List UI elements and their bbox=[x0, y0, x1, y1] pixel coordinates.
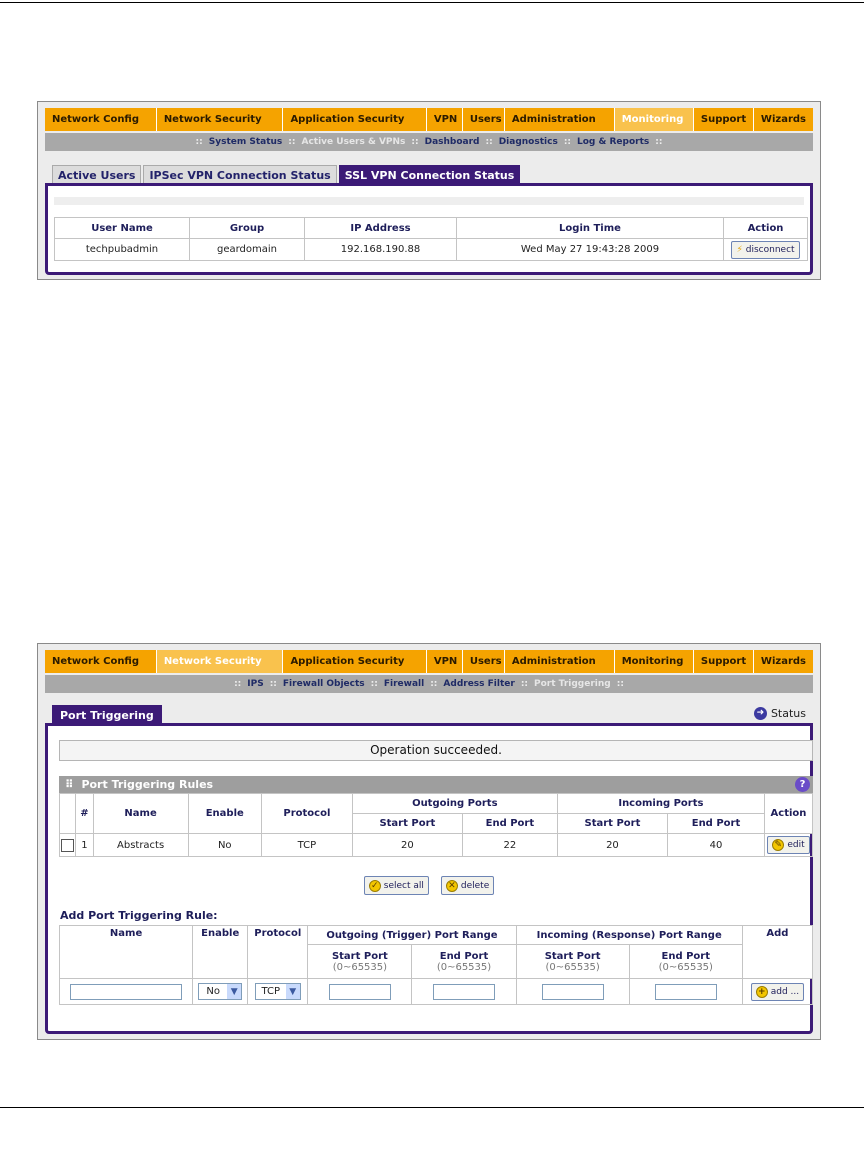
in-start-input[interactable] bbox=[542, 984, 604, 1000]
cell-name: Abstracts bbox=[93, 834, 188, 857]
col-add-add: Add bbox=[742, 926, 812, 979]
help-icon[interactable]: ? bbox=[795, 777, 810, 792]
col-action: Action bbox=[724, 218, 808, 239]
nav-network-security[interactable]: Network Security bbox=[157, 650, 284, 673]
nav-network-config[interactable]: Network Config bbox=[45, 108, 157, 131]
name-input[interactable] bbox=[70, 984, 182, 1000]
col-group: Group bbox=[190, 218, 305, 239]
cell-add-out-start bbox=[308, 979, 412, 1005]
tab-port-triggering[interactable]: Port Triggering bbox=[52, 705, 162, 724]
col-add-out-end bbox=[412, 945, 516, 979]
message-box bbox=[59, 740, 813, 761]
col-ip-address: IP Address bbox=[305, 218, 457, 239]
bottom-rule bbox=[0, 1107, 864, 1108]
port-triggering-screenshot bbox=[37, 643, 821, 1040]
nav-monitoring[interactable]: Monitoring bbox=[615, 108, 694, 131]
cell-action bbox=[724, 239, 808, 261]
subnav-port-triggering[interactable]: Port Triggering bbox=[534, 679, 611, 689]
cell-action bbox=[764, 834, 812, 857]
cell-number: 1 bbox=[76, 834, 93, 857]
subnav-dashboard[interactable]: Dashboard bbox=[424, 137, 480, 147]
plus-circle-icon: + bbox=[756, 986, 768, 998]
panel-header-strip bbox=[54, 197, 804, 205]
table-header-row bbox=[55, 218, 808, 239]
add-rule-table bbox=[59, 925, 813, 1005]
subnav-active-users-vpns[interactable]: Active Users & VPNs bbox=[301, 137, 406, 147]
tab-active-users[interactable]: Active Users bbox=[52, 165, 141, 184]
col-select bbox=[60, 794, 76, 834]
cell-add-name bbox=[60, 979, 193, 1005]
cell-out-end: 22 bbox=[462, 834, 557, 857]
x-circle-icon: ✕ bbox=[446, 880, 458, 892]
col-user-name: User Name bbox=[55, 218, 190, 239]
nav-wizards[interactable]: Wizards bbox=[760, 656, 806, 667]
delete-button[interactable] bbox=[441, 876, 494, 895]
in-end-range: (0~65535) bbox=[658, 961, 713, 973]
out-start-label: Start Port bbox=[331, 950, 388, 962]
nav-monitoring[interactable]: Monitoring bbox=[615, 650, 694, 673]
tab-bar bbox=[52, 165, 522, 184]
main-nav bbox=[45, 650, 813, 673]
protocol-select[interactable] bbox=[255, 983, 301, 1000]
bulk-actions bbox=[48, 876, 810, 895]
top-rule bbox=[0, 2, 864, 3]
nav-administration[interactable]: Administration bbox=[505, 650, 615, 673]
chevron-down-icon: ▼ bbox=[227, 984, 241, 999]
subnav-log-reports[interactable]: Log & Reports bbox=[577, 137, 650, 147]
ssl-vpn-status-screenshot bbox=[37, 101, 821, 280]
col-add-name: Name bbox=[60, 926, 193, 979]
subnav-diagnostics[interactable]: Diagnostics bbox=[498, 137, 558, 147]
delete-label: delete bbox=[460, 880, 490, 891]
cell-add-action bbox=[742, 979, 812, 1005]
col-incoming-ports: Incoming Ports bbox=[557, 794, 764, 814]
row-checkbox[interactable] bbox=[61, 839, 74, 852]
out-end-label: End Port bbox=[439, 950, 489, 962]
cell-in-start: 20 bbox=[557, 834, 667, 857]
col-add-enable: Enable bbox=[193, 926, 248, 979]
out-start-input[interactable] bbox=[329, 984, 391, 1000]
main-nav bbox=[45, 108, 813, 131]
out-end-input[interactable] bbox=[433, 984, 495, 1000]
add-label: add ... bbox=[770, 986, 800, 997]
nav-application-security[interactable]: Application Security bbox=[283, 108, 426, 131]
nav-application-security[interactable]: Application Security bbox=[283, 650, 426, 673]
grid-dots-icon: ⠿ bbox=[65, 778, 74, 791]
cell-ip-address: 192.168.190.88 bbox=[305, 239, 457, 261]
rules-header-row-1 bbox=[60, 794, 813, 814]
col-outgoing-ports: Outgoing Ports bbox=[352, 794, 557, 814]
col-out-end-port: End Port bbox=[462, 814, 557, 834]
ssl-vpn-panel bbox=[45, 183, 813, 275]
add-button[interactable] bbox=[751, 983, 804, 1001]
add-input-row bbox=[60, 979, 813, 1005]
status-link-label: Status bbox=[770, 707, 806, 720]
disconnect-button[interactable] bbox=[731, 241, 799, 259]
enable-select[interactable] bbox=[198, 983, 242, 1000]
table-row bbox=[60, 834, 813, 857]
cell-add-in-start bbox=[516, 979, 629, 1005]
nav-network-config[interactable]: Network Config bbox=[45, 650, 157, 673]
tab-ssl-vpn-status[interactable]: SSL VPN Connection Status bbox=[339, 165, 521, 184]
cell-add-protocol bbox=[248, 979, 308, 1005]
cell-protocol: TCP bbox=[261, 834, 352, 857]
cell-add-out-end bbox=[412, 979, 516, 1005]
select-all-label: select all bbox=[383, 880, 424, 891]
lightning-icon: ⚡ bbox=[736, 244, 743, 255]
cell-add-in-end bbox=[629, 979, 742, 1005]
check-circle-icon: ✓ bbox=[369, 880, 381, 892]
col-enable: Enable bbox=[188, 794, 261, 834]
col-number: # bbox=[76, 794, 93, 834]
tab-bar bbox=[52, 705, 164, 724]
cell-login-time: Wed May 27 19:43:28 2009 bbox=[457, 239, 724, 261]
col-add-protocol: Protocol bbox=[248, 926, 308, 979]
protocol-select-value: TCP bbox=[261, 986, 281, 997]
subnav-ips[interactable]: IPS bbox=[247, 679, 264, 689]
nav-administration[interactable]: Administration bbox=[505, 108, 615, 131]
col-protocol: Protocol bbox=[261, 794, 352, 834]
rules-section-header bbox=[59, 776, 813, 793]
in-end-input[interactable] bbox=[655, 984, 717, 1000]
cell-user-name: techpubadmin bbox=[55, 239, 190, 261]
col-in-end-port: End Port bbox=[668, 814, 765, 834]
subnav-system-status[interactable]: System Status bbox=[208, 137, 283, 147]
in-start-label: Start Port bbox=[544, 950, 601, 962]
nav-vpn[interactable]: VPN bbox=[427, 108, 463, 131]
nav-wizards[interactable]: Wizards bbox=[760, 114, 806, 125]
success-message: Operation succeeded. bbox=[370, 743, 502, 757]
col-login-time: Login Time bbox=[457, 218, 724, 239]
ssl-connections-table bbox=[54, 217, 808, 261]
tab-ipsec-vpn-status[interactable]: IPSec VPN Connection Status bbox=[143, 165, 336, 184]
port-triggering-rules-table bbox=[59, 793, 813, 857]
enable-select-value: No bbox=[206, 986, 220, 997]
sub-nav: :: IPS :: Firewall Objects :: Firewall :: Address Filter :: Port Triggering :: bbox=[45, 675, 813, 693]
subnav-address-filter[interactable]: Address Filter bbox=[443, 679, 515, 689]
select-all-button[interactable] bbox=[364, 876, 429, 895]
cell-out-start: 20 bbox=[352, 834, 462, 857]
col-add-in-start bbox=[516, 945, 629, 979]
in-end-label: End Port bbox=[661, 950, 711, 962]
nav-network-security[interactable]: Network Security bbox=[157, 108, 284, 131]
in-start-range: (0~65535) bbox=[545, 961, 600, 973]
cell-enable: No bbox=[188, 834, 261, 857]
cell-group: geardomain bbox=[190, 239, 305, 261]
nav-users[interactable]: Users bbox=[463, 108, 505, 131]
chevron-down-icon: ▼ bbox=[286, 984, 300, 999]
col-out-start-port: Start Port bbox=[352, 814, 462, 834]
add-header-row-1 bbox=[60, 926, 813, 945]
cell-in-end: 40 bbox=[668, 834, 765, 857]
cell-select bbox=[60, 834, 76, 857]
status-link[interactable] bbox=[754, 707, 806, 720]
nav-support[interactable]: Support bbox=[694, 650, 754, 673]
cell-add-enable bbox=[193, 979, 248, 1005]
port-triggering-panel bbox=[45, 723, 813, 1034]
out-end-range: (0~65535) bbox=[436, 961, 492, 973]
col-in-start-port: Start Port bbox=[557, 814, 667, 834]
col-add-outgoing: Outgoing (Trigger) Port Range bbox=[308, 926, 516, 945]
table-row bbox=[55, 239, 808, 261]
col-add-out-start bbox=[308, 945, 412, 979]
add-rule-title: Add Port Triggering Rule: bbox=[60, 909, 218, 922]
sub-nav: :: System Status :: Active Users & VPNs :: Dashboard :: Diagnostics :: Log & Reports :: bbox=[45, 133, 813, 151]
pencil-icon: ✎ bbox=[772, 839, 784, 851]
col-action: Action bbox=[764, 794, 812, 834]
col-add-incoming: Incoming (Response) Port Range bbox=[516, 926, 742, 945]
edit-label: edit bbox=[787, 840, 805, 850]
out-start-range: (0~65535) bbox=[332, 961, 388, 973]
disconnect-label: disconnect bbox=[745, 244, 795, 255]
subnav-firewall-objects[interactable]: Firewall Objects bbox=[282, 679, 365, 689]
nav-vpn[interactable]: VPN bbox=[427, 650, 463, 673]
col-add-in-end bbox=[629, 945, 742, 979]
arrow-circle-icon: ➜ bbox=[754, 707, 767, 720]
nav-support[interactable]: Support bbox=[694, 108, 754, 131]
rules-title: Port Triggering Rules bbox=[81, 778, 214, 791]
subnav-firewall[interactable]: Firewall bbox=[383, 679, 425, 689]
col-name: Name bbox=[93, 794, 188, 834]
nav-users[interactable]: Users bbox=[463, 650, 505, 673]
edit-button[interactable] bbox=[767, 836, 809, 854]
